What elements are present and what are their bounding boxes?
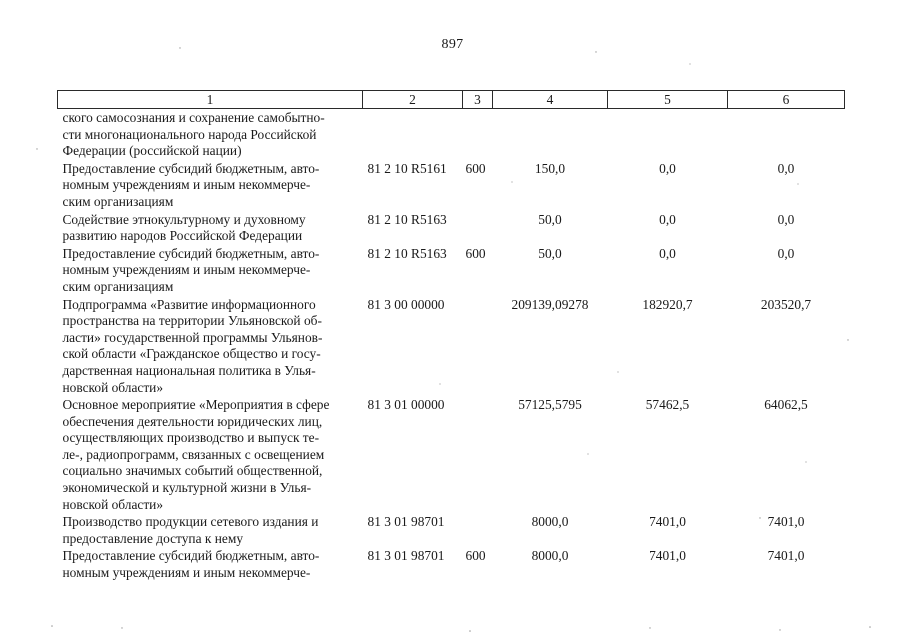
row-value-3-cell: 64062,5: [764, 397, 808, 413]
row-name-line: Предоставление субсидий бюджетным, авто-: [62, 245, 320, 261]
row-name-line: дарственная национальная политика в Улья-: [62, 362, 316, 378]
row-code-cell: 81 3 00 00000: [367, 296, 445, 312]
column-header-4: 4: [493, 91, 608, 109]
row-name-line: Федерации (российской нации): [62, 143, 242, 159]
row-value-2-cell: 7401,0: [649, 514, 686, 530]
row-name-line: ского самосознания и сохранение самобытно-: [62, 110, 325, 125]
row-name-line: обеспечения деятельности юридических лиц,: [62, 413, 323, 429]
row-name-line: ским организациям: [62, 278, 174, 294]
row-value-2-cell: 0,0: [659, 160, 676, 176]
row-name-line: Подпрограмма «Развитие информационного: [62, 296, 316, 312]
row-value-1-cell: [493, 109, 608, 160]
column-header-5: 5: [608, 91, 728, 109]
row-value-1-cell: 150,0: [534, 160, 566, 176]
row-type-cell: [463, 211, 493, 245]
row-name-line: Предоставление субсидий бюджетным, авто-: [62, 548, 320, 564]
row-code-cell: 81 3 01 00000: [367, 397, 445, 413]
row-name-line: новской области»: [62, 379, 164, 395]
row-name-line: развитию народов Российской Федерации: [62, 228, 303, 244]
row-name-line: осуществляющих производство и выпуск те-: [62, 430, 320, 446]
row-name-line: ской области «Гражданское общество и госу-: [62, 346, 321, 362]
row-value-3-cell: 0,0: [777, 160, 795, 176]
row-value-3-cell: 203520,7: [760, 296, 812, 312]
row-value-1-cell: 8000,0: [531, 514, 569, 530]
row-value-3-cell: 7401,0: [767, 548, 805, 564]
row-value-3-cell: 7401,0: [767, 514, 805, 530]
table-row: [58, 513, 845, 547]
row-value-3-cell: 0,0: [777, 245, 795, 261]
table-row: [58, 547, 845, 581]
row-name-line: сти многонационального народа Российской: [62, 126, 317, 142]
row-code-cell: 81 2 10 R5161: [367, 160, 447, 176]
row-value-2-cell: [608, 109, 728, 160]
row-name-line: номным учреждениям и иным некоммерче-: [62, 262, 311, 278]
table-row: [58, 296, 845, 397]
row-value-1-cell: 209139,09278: [511, 296, 589, 312]
row-type-cell: 600: [465, 548, 486, 564]
row-value-2-cell: 57462,5: [645, 397, 690, 413]
row-type-cell: 600: [465, 160, 486, 176]
row-name-cell: [58, 396, 363, 513]
column-header-3: 3: [463, 91, 493, 109]
table-row: [58, 211, 845, 245]
row-type-cell: [463, 296, 493, 397]
column-header-2: 2: [363, 91, 463, 109]
row-name-cell: [58, 160, 363, 211]
table-row: [58, 160, 845, 211]
row-name-cell: [58, 296, 363, 397]
row-name-line: Предоставление субсидий бюджетным, авто-: [62, 160, 320, 176]
row-name-line: предоставление доступа к нему: [62, 530, 244, 546]
row-code-cell: [363, 109, 463, 160]
budget-table: [57, 90, 845, 582]
row-name-line: ласти» государственной программы Ульянов-: [62, 329, 323, 345]
row-type-cell: [463, 109, 493, 160]
row-name-line: Основное мероприятие «Мероприятия в сфере: [62, 397, 330, 413]
row-name-line: номным учреждениям и иным некоммерче-: [62, 565, 311, 581]
row-code-cell: 81 3 01 98701: [367, 514, 445, 530]
table-row: [58, 396, 845, 513]
row-value-1-cell: 57125,5795: [518, 397, 582, 413]
row-code-cell: 81 2 10 R5163: [367, 211, 447, 227]
row-value-2-cell: 0,0: [659, 245, 676, 261]
row-code-cell: 81 2 10 R5163: [367, 245, 447, 261]
table-row: [58, 109, 845, 160]
row-name-line: номным учреждениям и иным некоммерче-: [62, 177, 311, 193]
row-name-cell: [58, 211, 363, 245]
row-value-3-cell: [728, 109, 845, 160]
row-type-cell: [463, 513, 493, 547]
row-name-line: ле-, радиопрограмм, связанных с освещением: [62, 446, 325, 462]
row-type-cell: 600: [465, 245, 486, 261]
column-header-1: 1: [58, 91, 363, 109]
row-value-2-cell: 182920,7: [642, 296, 693, 312]
row-value-1-cell: 50,0: [538, 245, 562, 261]
row-value-2-cell: 0,0: [659, 211, 676, 227]
row-name-line: новской области»: [62, 496, 164, 512]
row-value-2-cell: 7401,0: [649, 548, 686, 564]
row-code-cell: 81 3 01 98701: [367, 548, 445, 564]
row-name-line: социально значимых событий общественной,: [62, 463, 323, 479]
table-body: [58, 109, 845, 582]
row-name-line: Производство продукции сетевого издания и: [62, 514, 319, 530]
row-value-1-cell: 50,0: [538, 211, 562, 227]
row-name-line: экономической и культурной жизни в Улья-: [62, 480, 312, 496]
row-name-cell: [58, 109, 363, 160]
row-value-1-cell: 8000,0: [531, 548, 569, 564]
row-name-line: ским организациям: [62, 193, 174, 209]
row-name-cell: [58, 245, 363, 296]
table-header-row: [58, 91, 845, 109]
row-name-cell: [58, 547, 363, 581]
page-number: 897: [441, 37, 464, 52]
row-name-line: пространства на территории Ульяновской об-: [62, 313, 322, 329]
row-type-cell: [463, 396, 493, 513]
row-name-cell: [58, 513, 363, 547]
row-value-3-cell: 0,0: [777, 211, 795, 227]
table-row: [58, 245, 845, 296]
column-header-6: 6: [728, 91, 845, 109]
row-name-line: Содействие этнокультурному и духовному: [62, 211, 306, 227]
